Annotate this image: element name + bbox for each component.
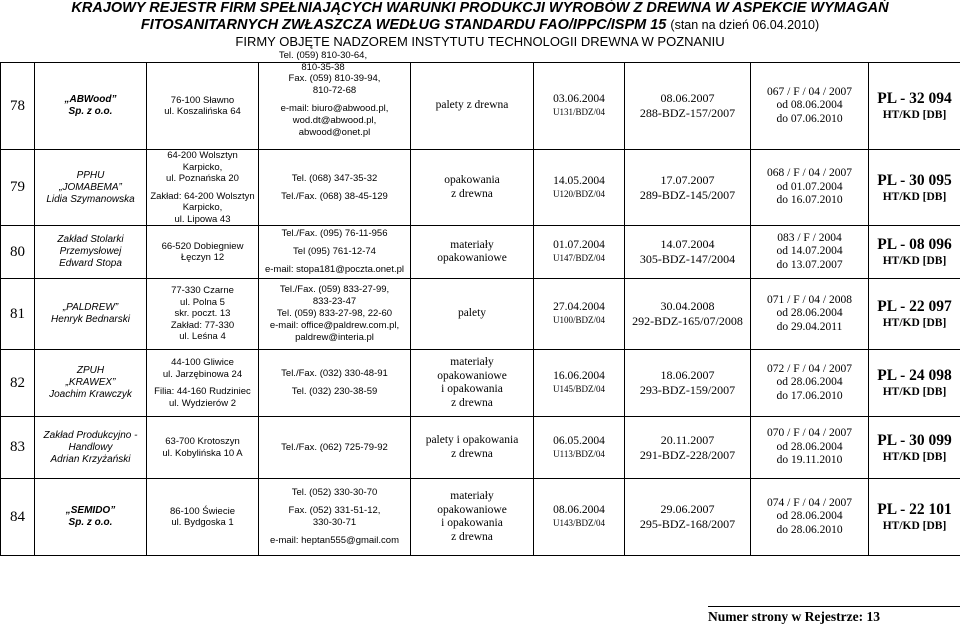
approval-date-value: 16.06.2004 [553,370,605,382]
contact-line: Tel. (068) 347-35-32 [291,172,378,184]
contact-line: e-mail: office@paldrew.com.pl, [269,320,400,331]
address-line: 77-330 Czarne [171,285,234,297]
previous-row-contact-line: Tel. (059) 810-30-64, [278,50,368,61]
address-line: Zakład: 64-200 Wolsztyn [150,190,255,202]
company-name-line: Zakład Stolarki [57,234,124,245]
company-name-line: Lidia Szymanowska [46,193,135,205]
contact-line: Tel./Fax. (095) 76-11-956 [281,228,388,239]
company-contact [259,479,411,556]
treatment-code: HT/KD [DB] [882,255,947,267]
decision-date-value: 29.06.2007 [660,502,715,516]
product-line: z drewna [451,530,493,543]
company-address [147,417,259,479]
company-name-line: „ABWood” [64,94,117,105]
contact-line: e-mail: biuro@abwood.pl, [280,103,389,114]
registry-code-value: PL - 30 095 [877,171,952,189]
footer-page-number: 13 [866,609,880,624]
table-row [1,350,960,417]
registry-code-value: PL - 32 094 [877,90,952,107]
decision-reference: 291-BDZ-228/2007 [639,447,736,462]
license-line: 071 / F / 04 / 2008 [767,293,852,306]
company-name-line: „PALDREW” [62,302,119,313]
company-name [35,479,147,556]
company-address [147,63,259,150]
products [411,350,534,417]
decision-reference: 292-BDZ-165/07/2008 [632,314,743,328]
approval-reference: U131/BDZ/04 [552,107,605,117]
registry-code [869,479,960,556]
address-line: ul. Poznańska 20 [166,173,239,184]
products [411,150,534,226]
contact-line: e-mail: stopa181@poczta.onet.pl [264,264,405,275]
header-line-3: FIRMY OBJĘTE NADZOREM INSTYTUTU TECHNOLOGII DREWNA W POZNANIU [235,34,725,49]
registry-code-value: PL - 30 099 [877,431,952,449]
license-line: 068 / F / 04 / 2007 [767,167,852,180]
decision-date-value: 18.06.2007 [660,368,715,382]
address-line: 76-100 Sławno [170,94,235,106]
decision-date [625,226,751,279]
license-line: do 13.07.2007 [776,258,843,271]
row-number: 80 [1,226,35,279]
company-name-line: Edward Stopa [59,258,122,269]
company-contact [259,226,411,279]
contact-line: 833-23-47 [312,296,357,307]
products [411,63,534,150]
company-address [147,279,259,350]
address-line: 66-520 Dobiegniew [161,240,244,252]
company-name-line: Sp. z o.o. [68,517,113,528]
registry-code-value: PL - 24 098 [877,367,952,384]
product-line: palety z drewna [435,99,509,112]
table-row [1,226,960,279]
company-name-line: „SEMIDO” [65,505,116,516]
license-period [751,350,869,417]
license-line: do 17.06.2010 [776,389,843,402]
decision-date-value: 30.04.2008 [660,299,715,313]
registry-code [869,63,960,150]
header-line-1: KRAJOWY REJESTR FIRM SPEŁNIAJĄCYCH WARUNKI PRODUKCJI WYROBÓW Z DREWNA W ASPEKCIE WYMAGAŃ [71,0,889,16]
contact-line: 810-72-68 [312,85,357,96]
address-line: skr. poczt. 13 [174,308,231,320]
page-number-footer [708,609,880,625]
company-name-line: „KRAWEX” [65,377,116,388]
approval-date-value: 27.04.2004 [553,301,605,313]
registry-table [0,62,960,556]
table-row [1,63,960,150]
address-line: ul. Lipowa 43 [174,213,231,225]
products [411,226,534,279]
contact-line: Tel. (059) 833-27-98, 22-60 [276,308,393,319]
company-name-line: Sp. z o.o. [68,106,113,117]
registry-code [869,279,960,350]
treatment-code: HT/KD [DB] [882,386,947,398]
company-name-line: Przemysłowej [59,246,122,257]
approval-reference: U143/BDZ/04 [552,518,605,528]
decision-date-value: 17.07.2007 [660,172,715,187]
registry-code [869,350,960,417]
license-line: od 28.06.2004 [776,440,843,453]
company-contact [259,63,411,150]
product-line: z drewna [451,447,493,460]
license-line: 072 / F / 04 / 2007 [767,362,852,375]
decision-reference: 305-BDZ-147/2004 [639,252,736,266]
product-line: z drewna [451,187,493,200]
decision-date [625,417,751,479]
approval-date [534,63,625,150]
registry-code [869,226,960,279]
treatment-code: HT/KD [DB] [882,317,947,329]
company-name [35,350,147,417]
contact-line: Tel./Fax. (062) 725-79-92 [281,441,388,453]
company-name-line: PPHU [76,169,105,181]
address-line: ul. Bydgoska 1 [171,517,234,528]
address-line: ul. Leśna 4 [179,331,226,343]
product-line: i opakowania [441,517,503,529]
decision-date [625,350,751,417]
address-line: Łęczyn 12 [180,252,225,263]
license-line: do 19.11.2010 [776,454,843,467]
contact-line: Tel. (032) 230-38-59 [291,386,378,397]
company-address [147,479,259,556]
contact-line: abwood@onet.pl [298,127,371,138]
product-line: materiały [450,356,494,368]
registry-code-value: PL - 08 096 [877,236,952,253]
address-line: 63-700 Krotoszyn [165,436,240,447]
approval-date [534,479,625,556]
footer-rule [708,606,960,607]
products [411,417,534,479]
company-address [147,226,259,279]
table-row [1,479,960,556]
license-line: do 28.06.2010 [776,523,843,536]
row-number: 83 [1,417,35,479]
company-address [147,150,259,226]
company-name-line: ZPUH [76,365,105,376]
approval-date-value: 14.05.2004 [553,174,605,187]
decision-date-value: 08.06.2007 [660,91,715,105]
company-name-line: Henryk Bednarski [51,314,130,325]
company-contact [259,279,411,350]
license-line: od 28.06.2004 [776,510,843,523]
row-number: 84 [1,479,35,556]
products [411,479,534,556]
company-name [35,226,147,279]
contact-line: Fax. (059) 810-39-94, [288,73,381,84]
approval-date-value: 06.05.2004 [553,434,605,447]
company-contact [259,150,411,226]
approval-reference: U147/BDZ/04 [552,253,605,263]
decision-date [625,63,751,150]
approval-date [534,226,625,279]
license-line: do 16.07.2010 [776,194,843,207]
product-line: opakowaniowe [437,503,507,516]
address-line: 86-100 Świecie [170,505,235,517]
decision-reference: 295-BDZ-168/2007 [639,517,736,531]
treatment-code: HT/KD [DB] [882,520,947,532]
decision-date [625,279,751,350]
address-line: ul. Wydzierów 2 [169,397,236,409]
product-line: palety i opakowania [425,434,519,446]
license-period [751,226,869,279]
table-row [1,150,960,226]
row-number: 79 [1,150,35,226]
row-number: 82 [1,350,35,417]
company-address [147,350,259,417]
contact-line: Tel./Fax. (059) 833-27-99, [279,284,390,295]
address-line: 64-200 Wolsztyn [167,150,238,161]
product-line: opakowania [444,174,500,186]
product-line: i opakowania [441,383,503,395]
contact-line: paldrew@interia.pl [295,332,374,343]
header-line-2-title: FITOSANITARNYCH ZWŁASZCZA WEDŁUG STANDARDU FAO/IPPC/ISPM 15 [140,17,667,33]
address-line: 44-100 Gliwice [171,357,234,368]
approval-date-value: 03.06.2004 [553,93,605,105]
company-name-line: Handlowy [68,441,113,453]
company-name-line: Zakład Produkcyjno - [43,429,138,441]
license-line: 067 / F / 04 / 2007 [767,85,852,98]
license-line: 074 / F / 04 / 2007 [767,496,852,509]
license-line: od 28.06.2004 [776,307,843,320]
product-line: materiały [450,238,494,251]
contact-line: e-mail: heptan555@gmail.com [270,535,399,546]
product-line: palety [457,307,487,320]
approval-date [534,150,625,226]
product-line: opakowaniowe [437,252,507,264]
address-line: ul. Koszalińska 64 [164,106,241,117]
decision-reference: 293-BDZ-159/2007 [639,383,736,397]
treatment-code: HT/KD [DB] [882,450,947,463]
license-line: do 29.04.2011 [776,320,843,333]
table-row [1,279,960,350]
contact-line: wod.dt@abwood.pl, [292,115,377,126]
decision-date [625,150,751,226]
company-name-line: „JOMABEMA” [59,181,122,193]
registry-code-value: PL - 22 097 [877,298,952,315]
address-line: ul. Jarzębinowa 24 [162,368,243,380]
product-line: materiały [450,490,494,502]
address-line: Karpicko, [182,161,223,173]
approval-date [534,279,625,350]
license-line: 070 / F / 04 / 2007 [767,427,852,440]
contact-line: Tel./Fax. (032) 330-48-91 [281,368,388,379]
decision-reference: 288-BDZ-157/2007 [639,106,736,120]
license-line: od 28.06.2004 [776,376,843,389]
license-line: 083 / F / 2004 [777,231,842,244]
company-contact [259,417,411,479]
approval-date-value: 01.07.2004 [553,239,605,251]
previous-row-contact-line: 810-35-38 [301,62,345,73]
decision-date-value: 20.11.2007 [660,432,715,447]
contact-line: Tel. (052) 330-30-70 [291,487,378,498]
company-contact [259,350,411,417]
registry-code [869,150,960,226]
address-line: Zakład: 77-330 [170,319,235,331]
license-line: do 07.06.2010 [776,112,843,125]
decision-date-value: 14.07.2004 [660,237,715,251]
product-line: opakowaniowe [437,369,507,382]
header-line-2 [0,17,960,34]
approval-date-value: 08.06.2004 [553,504,605,516]
contact-line: Tel./Fax. (068) 38-45-129 [281,190,388,202]
treatment-code: HT/KD [DB] [882,109,947,121]
decision-date [625,479,751,556]
company-name-line: Adrian Krzyżański [50,453,131,465]
license-period [751,150,869,226]
license-line: od 01.07.2004 [776,180,843,193]
table-row [1,417,960,479]
license-line: od 14.07.2004 [776,245,843,258]
contact-line: 330-30-71 [312,517,357,528]
row-number: 78 [1,63,35,150]
registry-code-value: PL - 22 101 [877,501,952,518]
address-line: ul. Polna 5 [180,296,225,308]
contact-line: Tel (095) 761-12-74 [293,246,376,257]
company-name-line: Joachim Krawczyk [49,389,132,400]
company-name [35,279,147,350]
company-name [35,417,147,479]
row-number: 81 [1,279,35,350]
license-period [751,279,869,350]
license-period [751,417,869,479]
products [411,279,534,350]
registry-code [869,417,960,479]
license-period [751,479,869,556]
footer-label: Numer strony w Rejestrze: [708,609,864,624]
license-period [751,63,869,150]
company-name [35,63,147,150]
approval-reference: U100/BDZ/04 [552,315,605,325]
address-line: ul. Kobylińska 10 A [162,447,243,459]
license-line: od 08.06.2004 [776,99,843,112]
company-name [35,150,147,226]
product-line: z drewna [451,396,493,409]
approval-reference: U145/BDZ/04 [552,384,605,394]
decision-reference: 289-BDZ-145/2007 [639,187,736,202]
approval-date [534,417,625,479]
treatment-code: HT/KD [DB] [882,190,947,203]
approval-reference: U113/BDZ/04 [553,448,605,459]
approval-reference: U120/BDZ/04 [552,188,605,199]
header-date-note: (stan na dzień 06.04.2010) [670,18,820,32]
address-line: Filia: 44-160 Rudziniec [154,386,251,397]
approval-date [534,350,625,417]
address-line: Karpicko, [182,202,223,213]
contact-line: Fax. (052) 331-51-12, [288,505,381,516]
